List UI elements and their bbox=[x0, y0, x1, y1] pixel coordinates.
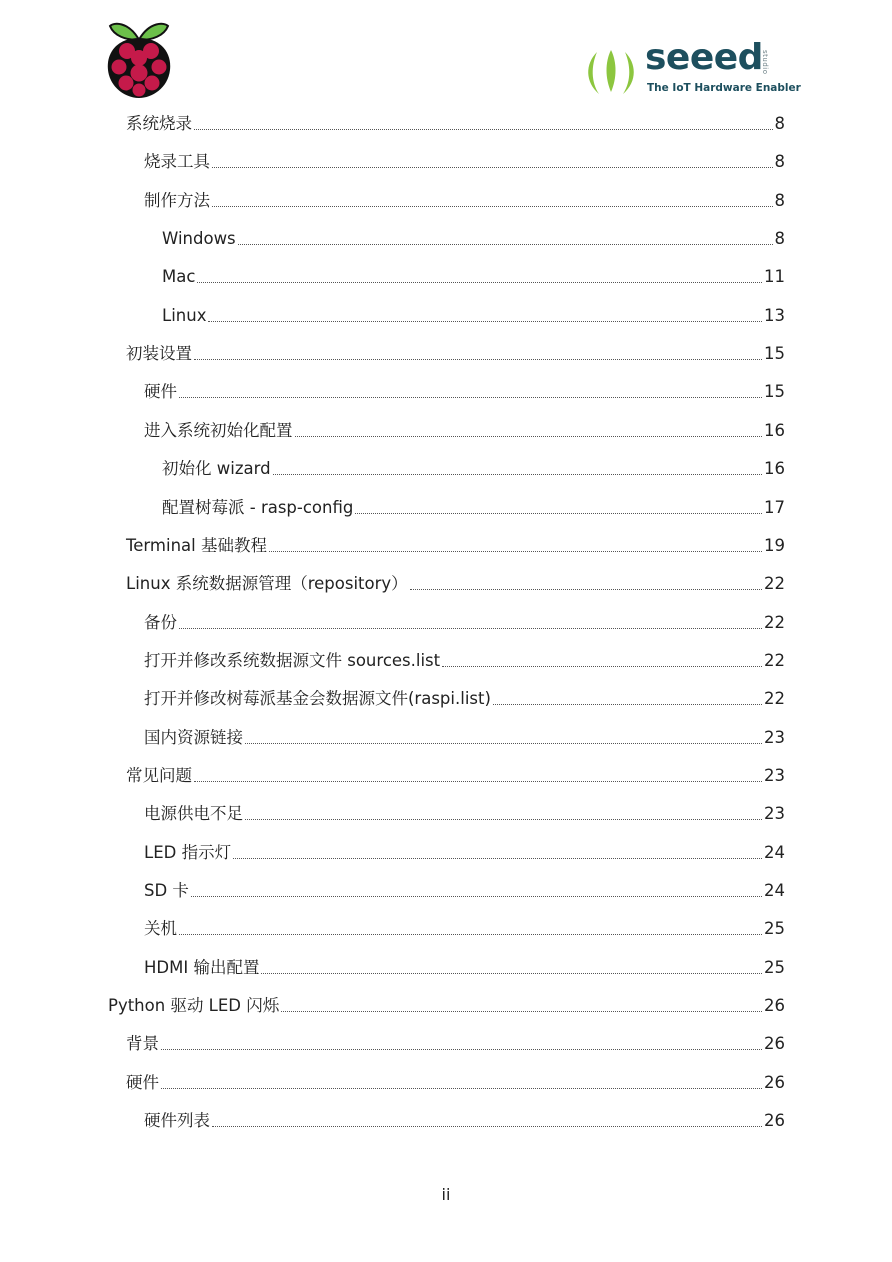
toc-entry-title: Linux 系统数据源管理（repository） bbox=[126, 574, 408, 593]
toc-entry-page: 8 bbox=[774, 114, 785, 133]
seeed-leaf-mark bbox=[583, 48, 639, 96]
toc-entry[interactable] bbox=[126, 572, 785, 596]
seeed-studio-logo bbox=[583, 37, 801, 98]
toc-entry-title: 烧录工具 bbox=[144, 152, 210, 171]
toc-entry-title: Windows bbox=[162, 229, 236, 248]
toc-entry-page: 16 bbox=[764, 459, 785, 478]
toc-entry-title: 电源供电不足 bbox=[144, 804, 243, 823]
toc-entry-page: 8 bbox=[774, 191, 785, 210]
toc-entry-title: Terminal 基础教程 bbox=[126, 536, 267, 555]
toc-dot-leader bbox=[355, 513, 762, 514]
toc-entry-page: 11 bbox=[764, 267, 785, 286]
toc-entry-page: 26 bbox=[764, 1073, 785, 1092]
toc-entry-page: 26 bbox=[764, 996, 785, 1015]
toc-entry-page: 26 bbox=[764, 1034, 785, 1053]
toc-entry[interactable] bbox=[144, 687, 785, 711]
toc-entry-title: HDMI 输出配置 bbox=[144, 958, 260, 977]
toc-entry-page: 24 bbox=[764, 881, 785, 900]
toc-dot-leader bbox=[161, 1088, 762, 1089]
raspberry-pi-logo bbox=[104, 18, 174, 100]
toc-entry-title: 背景 bbox=[126, 1034, 159, 1053]
toc-entry-title: 硬件列表 bbox=[144, 1111, 210, 1130]
toc-entry[interactable] bbox=[162, 265, 785, 289]
toc-entry-page: 8 bbox=[774, 152, 785, 171]
toc-entry-page: 13 bbox=[764, 306, 785, 325]
seeed-tagline: The IoT Hardware Enabler bbox=[647, 82, 801, 94]
toc-dot-leader bbox=[261, 973, 762, 974]
toc-dot-leader bbox=[179, 397, 762, 398]
toc-entry-page: 17 bbox=[764, 498, 785, 517]
toc-entry[interactable] bbox=[126, 1071, 785, 1095]
toc-entry[interactable] bbox=[144, 150, 785, 174]
toc-entry-page: 25 bbox=[764, 958, 785, 977]
toc-entry[interactable] bbox=[108, 994, 785, 1018]
toc-entry[interactable] bbox=[144, 1109, 785, 1133]
toc-dot-leader bbox=[245, 743, 762, 744]
toc-dot-leader bbox=[208, 321, 762, 322]
toc-entry-page: 22 bbox=[764, 651, 785, 670]
toc-entry[interactable] bbox=[144, 841, 785, 865]
toc-entry-page: 23 bbox=[764, 728, 785, 747]
toc-entry-title: 国内资源链接 bbox=[144, 728, 243, 747]
toc-entry[interactable] bbox=[144, 917, 785, 941]
toc-entry[interactable] bbox=[144, 649, 785, 673]
toc-dot-leader bbox=[493, 704, 762, 705]
toc-entry-title: Linux bbox=[162, 306, 207, 325]
toc-entry[interactable] bbox=[144, 879, 785, 903]
toc-entry[interactable] bbox=[126, 534, 785, 558]
toc-entry[interactable] bbox=[162, 304, 785, 328]
toc-entry[interactable] bbox=[144, 380, 785, 404]
toc-entry[interactable] bbox=[144, 802, 785, 826]
page-number: ii bbox=[441, 1185, 451, 1204]
toc-dot-leader bbox=[238, 244, 773, 245]
toc-entry[interactable] bbox=[126, 342, 785, 366]
toc-dot-leader bbox=[410, 589, 762, 590]
toc-dot-leader bbox=[281, 1011, 762, 1012]
toc-dot-leader bbox=[295, 436, 763, 437]
toc-entry-page: 22 bbox=[764, 613, 785, 632]
toc-entry-page: 22 bbox=[764, 689, 785, 708]
toc-entry-title: 打开并修改系统数据源文件 sources.list bbox=[144, 651, 441, 670]
toc-entry[interactable] bbox=[144, 189, 785, 213]
toc-dot-leader bbox=[273, 474, 762, 475]
toc-entry[interactable] bbox=[162, 227, 785, 251]
toc-dot-leader bbox=[194, 129, 773, 130]
toc-dot-leader bbox=[269, 551, 762, 552]
toc-entry-page: 19 bbox=[764, 536, 785, 555]
toc-entry-page: 8 bbox=[774, 229, 785, 248]
toc-entry-title: Mac bbox=[162, 267, 196, 286]
toc-entry[interactable] bbox=[144, 419, 785, 443]
toc-entry[interactable] bbox=[126, 764, 785, 788]
toc-entry-title: 制作方法 bbox=[144, 191, 210, 210]
toc-entry-page: 15 bbox=[764, 382, 785, 401]
toc-entry-title: SD 卡 bbox=[144, 881, 189, 900]
toc-dot-leader bbox=[194, 359, 762, 360]
toc-dot-leader bbox=[179, 628, 762, 629]
toc-dot-leader bbox=[212, 167, 773, 168]
toc-dot-leader bbox=[179, 934, 762, 935]
toc-entry[interactable] bbox=[144, 956, 785, 980]
toc-entry-page: 23 bbox=[764, 766, 785, 785]
toc-entry[interactable] bbox=[162, 496, 785, 520]
toc-entry-page: 25 bbox=[764, 919, 785, 938]
seeed-wordmark: seeed bbox=[645, 37, 763, 78]
toc-entry-title: 配置树莓派 - rasp-config bbox=[162, 498, 354, 517]
toc-entry[interactable] bbox=[126, 112, 785, 136]
toc-dot-leader bbox=[161, 1049, 762, 1050]
toc-entry-title: 备份 bbox=[144, 613, 177, 632]
toc-entry-title: Python 驱动 LED 闪烁 bbox=[108, 996, 280, 1015]
toc-entry[interactable] bbox=[126, 1032, 785, 1056]
toc-entry[interactable] bbox=[144, 726, 785, 750]
toc-entry[interactable] bbox=[144, 611, 785, 635]
toc-entry-title: 硬件 bbox=[126, 1073, 159, 1092]
toc-entry-title: 关机 bbox=[144, 919, 177, 938]
toc-entry-title: 系统烧录 bbox=[126, 114, 192, 133]
toc-entry-page: 22 bbox=[764, 574, 785, 593]
toc-entry-title: 进入系统初始化配置 bbox=[144, 421, 293, 440]
toc-dot-leader bbox=[442, 666, 762, 667]
toc-dot-leader bbox=[212, 206, 773, 207]
toc-entry-title: 常见问题 bbox=[126, 766, 192, 785]
toc-dot-leader bbox=[212, 1126, 762, 1127]
toc-entry-page: 26 bbox=[764, 1111, 785, 1130]
toc-entry-title: 初装设置 bbox=[126, 344, 192, 363]
toc-dot-leader bbox=[197, 282, 762, 283]
toc-dot-leader bbox=[194, 781, 762, 782]
toc-entry-page: 16 bbox=[764, 421, 785, 440]
toc-entry-title: 打开并修改树莓派基金会数据源文件(raspi.list) bbox=[144, 689, 491, 708]
toc-entry-title: 初始化 wizard bbox=[162, 459, 271, 478]
toc-entry[interactable] bbox=[162, 457, 785, 481]
toc-entry-page: 15 bbox=[764, 344, 785, 363]
toc-entry-title: LED 指示灯 bbox=[144, 843, 232, 862]
toc-dot-leader bbox=[191, 896, 762, 897]
seeed-studio-label: studio bbox=[761, 50, 769, 75]
toc-entry-page: 24 bbox=[764, 843, 785, 862]
toc-dot-leader bbox=[233, 858, 762, 859]
toc-entry-page: 23 bbox=[764, 804, 785, 823]
toc-dot-leader bbox=[245, 819, 762, 820]
toc-entry-title: 硬件 bbox=[144, 382, 177, 401]
